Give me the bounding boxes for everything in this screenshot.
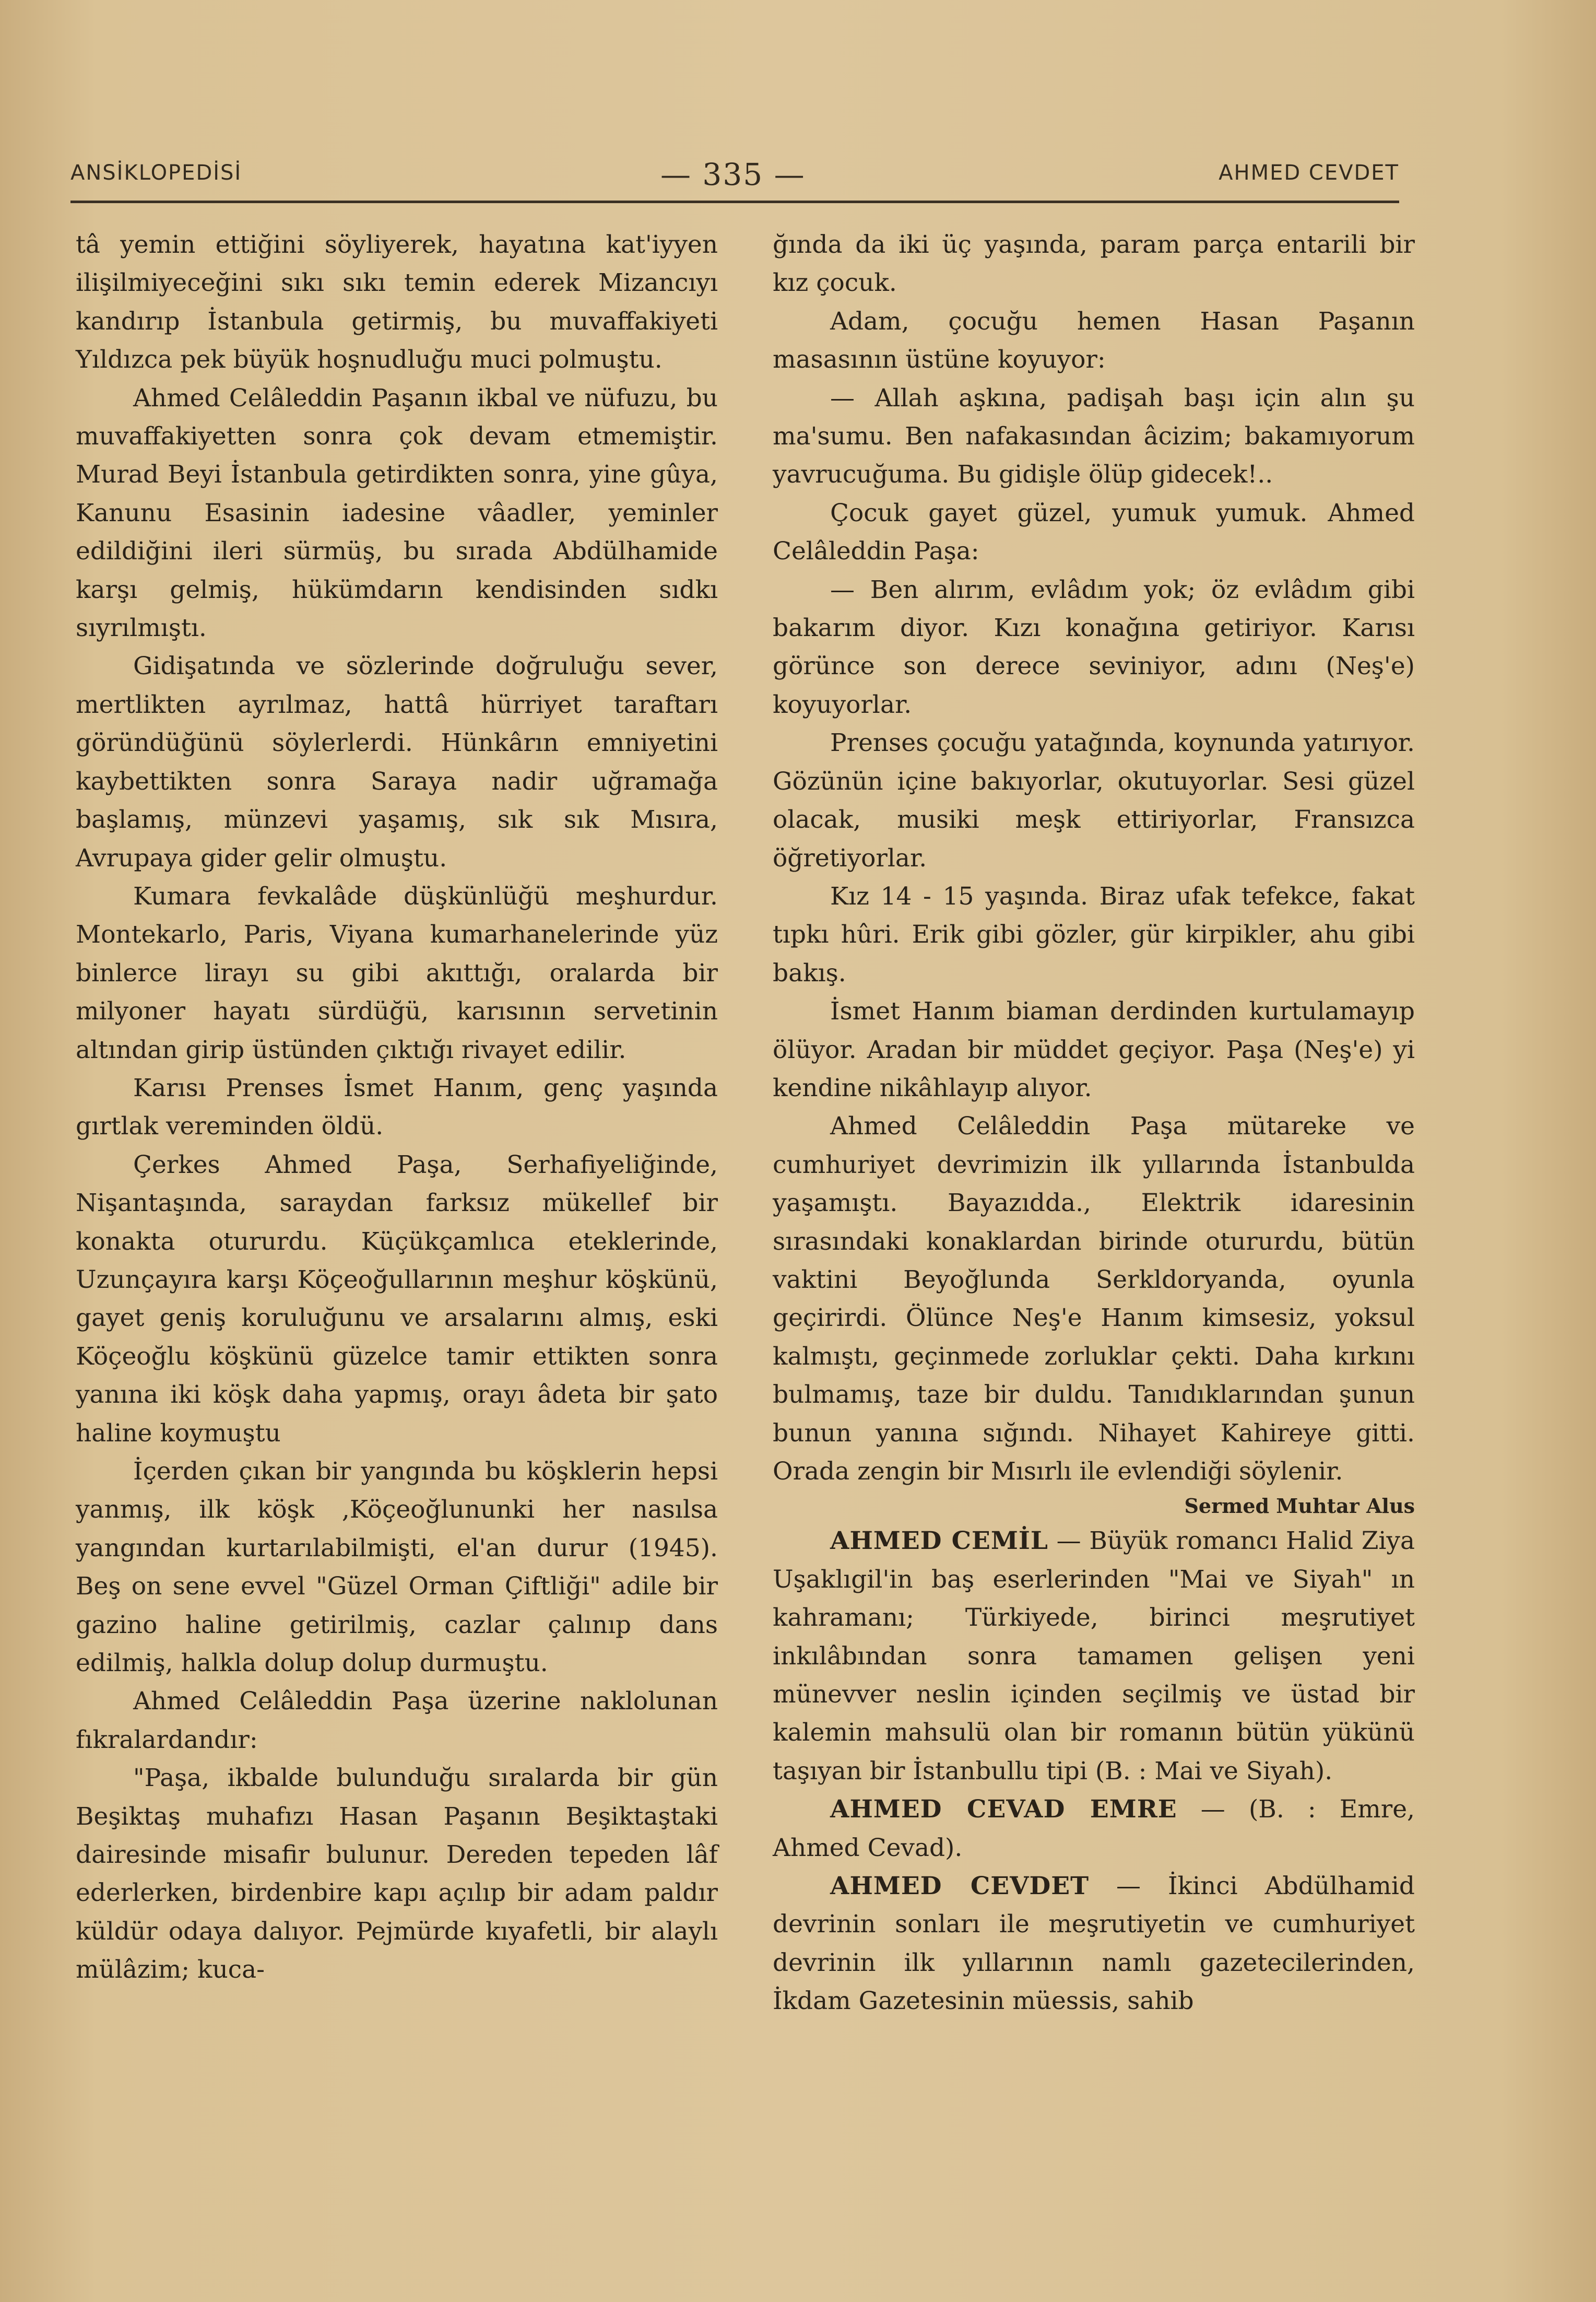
paragraph: — Allah aşkına, padişah başı için alın şu ma'sumu. Ben nafakasından âcizim; bakamıyorum yavrucuğuma. Bu gidişle ölüp gidecek!..	[773, 383, 1415, 489]
paragraph: İsmet Hanım biaman derdinden kurtulamayıp ölüyor. Aradan bir müddet geçiyor. Paşa (Neş'e) yi kendine nikâhlayıp alıyor.	[773, 997, 1415, 1102]
paragraph: Ahmed Celâleddin Paşanın ikbal ve nüfuzu, bu muvaffakiyetten sonra çok devam etmemiştir. Murad Beyi İstanbula getirdikten sonra, yine gûya, Kanunu Esasinin iadesine vâadler, yeminler edildiğini ileri sürmüş, bu sırada Abdülhamide karşı gelmiş, hükümdarın kendisinden sıdkı sıyrılmıştı.	[76, 383, 718, 643]
paragraph: Adam, çocuğu hemen Hasan Paşanın masasının üstüne koyuyor:	[773, 307, 1415, 374]
paragraph: Kız 14 - 15 yaşında. Biraz ufak tefekce, fakat tıpkı hûri. Erik gibi gözler, gür kirpikler, ahu gibi bakış.	[773, 882, 1415, 988]
header-encyclopedia-title: ANSİKLOPEDİSİ	[70, 161, 242, 185]
left-column	[76, 226, 718, 1989]
page-header	[70, 157, 1399, 198]
entry-text: — İkinci Abdülhamid devrinin sonları ile meşrutiyetin ve cumhuriyet devrinin ilk yıllarının namlı gazetecilerinden, İkdam Gazetesinin müessis, sahib	[773, 1872, 1415, 2016]
paragraph: ğında da iki üç yaşında, param parça entarili bir kız çocuk.	[773, 230, 1415, 298]
paragraph: Çerkes Ahmed Paşa, Serhafiyeliğinde, Nişantaşında, saraydan farksız mükellef bir konakta otururdu. Küçükçamlıca eteklerinde, Uzunçayıra karşı Köçeoğullarının meşhur köşkünü, gayet geniş koruluğunu ve arsalarını almış, eski Köçeoğlu köşkünü güzelce tamir ettikten sonra yanına iki köşk daha yapmış, orayı âdeta bir şato haline koymuştu	[76, 1150, 718, 1448]
paragraph: — Ben alırım, evlâdım yok; öz evlâdım gibi bakarım diyor. Kızı konağına getiriyor. Karısı görünce son derece seviniyor, adını (Neş'e) koyuyorlar.	[773, 575, 1415, 719]
entry-ahmed-cevdet	[773, 1867, 1415, 2021]
header-rule	[70, 201, 1399, 203]
paragraph: Ahmed Celâleddin Paşa üzerine naklolunan fıkralardandır:	[76, 1687, 718, 1754]
entry-heading: AHMED CEMİL	[830, 1526, 1048, 1556]
paragraph: Karısı Prenses İsmet Hanım, genç yaşında gırtlak vereminden öldü.	[76, 1073, 718, 1141]
author-signature: Sermed Muhtar Alus	[1184, 1494, 1415, 1518]
entry-heading: AHMED CEVDET	[830, 1872, 1090, 1901]
paragraph: Prenses çocuğu yatağında, koynunda yatırıyor. Gözünün içine bakıyorlar, okutuyorlar. Sesi güzel olacak, musiki meşk ettiriyorlar, Fransızca öğretiyorlar.	[773, 729, 1415, 873]
entry-ahmed-cemil	[773, 1522, 1415, 1790]
paragraph: Çocuk gayet güzel, yumuk yumuk. Ahmed Celâleddin Paşa:	[773, 498, 1415, 566]
entry-text: — Büyük romancı Halid Ziya Uşaklıgil'in baş eserlerinden "Mai ve Siyah" ın kahramanı; Türkiyede, birinci meşrutiyet inkılâbından sonra tamamen gelişen yeni münevver neslin içinden seçilmiş ve üstad bir kalemin mahsulü olan bir romanın bütün yükünü taşıyan bir İstanbullu tipi (B. : Mai ve Siyah).	[773, 1526, 1415, 1786]
paragraph: "Paşa, ikbalde bulunduğu sıralarda bir gün Beşiktaş muhafızı Hasan Paşanın Beşiktaştaki dairesinde misafir bulunur. Dereden tepeden lâf ederlerken, birdenbire kapı açılıp bir adam paldır küldür odaya dalıyor. Pejmürde kıyafetli, bir alaylı mülâzim; kuca-	[76, 1764, 718, 1984]
right-column	[773, 226, 1415, 2021]
paragraph: İçerden çıkan bir yangında bu köşklerin hepsi yanmış, ilk köşk ,Köçeoğlununki her nasılsa yangından kurtarılabilmişti, el'an durur (1945). Beş on sene evvel "Güzel Orman Çiftliği" adile bir gazino haline getirilmiş, cazlar çalınıp dans edilmiş, halkla dolup dolup durmuştu.	[76, 1457, 718, 1678]
paragraph: Gidişatında ve sözlerinde doğruluğu sever, mertlikten ayrılmaz, hattâ hürriyet taraftarı göründüğünü söylerlerdi. Hünkârın emniyetini kaybettikten sonra Saraya nadir uğramağa başlamış, münzevi yaşamış, sık sık Mısıra, Avrupaya gider gelir olmuştu.	[76, 652, 718, 873]
header-entry-name: AHMED CEVDET	[1219, 161, 1399, 185]
paragraph: Ahmed Celâleddin Paşa mütareke ve cumhuriyet devrimizin ilk yıllarında İstanbulda yaşamıştı. Bayazıdda., Elektrik idaresinin sırasındaki konaklardan birinde otururdu, bütün vaktini Beyoğlunda Serkldoryanda, oyunla geçirirdi. Ölünce Neş'e Hanım kimsesiz, yoksul kalmıştı, geçinmede zorluklar çekti. Daha kırkını bulmamış, taze bir duldu. Tanıdıklarından şunun bunun yanına sığındı. Nihayet Kahireye gitti. Orada zengin bir Mısırlı ile evlendiği söylenir.	[773, 1112, 1415, 1486]
page-number: — 335 —	[660, 157, 806, 192]
entry-heading: AHMED CEVAD EMRE	[830, 1795, 1177, 1824]
entry-text: — (B. : Emre, Ahmed Cevad).	[773, 1795, 1415, 1862]
paragraph: Kumara fevkalâde düşkünlüğü meşhurdur. Montekarlo, Paris, Viyana kumarhanelerinde yüz binlerce lirayı su gibi akıttığı, oralarda bir milyoner hayatı sürdüğü, karısının servetinin altından girip üstünden çıktığı rivayet edilir.	[76, 882, 718, 1064]
entry-ahmed-cevad-emre	[773, 1790, 1415, 1867]
paragraph: tâ yemin ettiğini söyliyerek, hayatına kat'iyyen ilişilmiyeceğini sıkı sıkı temin ederek Mizancıyı kandırıp İstanbula getirmiş, bu muvaffakiyeti Yıldızca pek büyük hoşnudluğu muci polmuştu.	[76, 230, 718, 374]
